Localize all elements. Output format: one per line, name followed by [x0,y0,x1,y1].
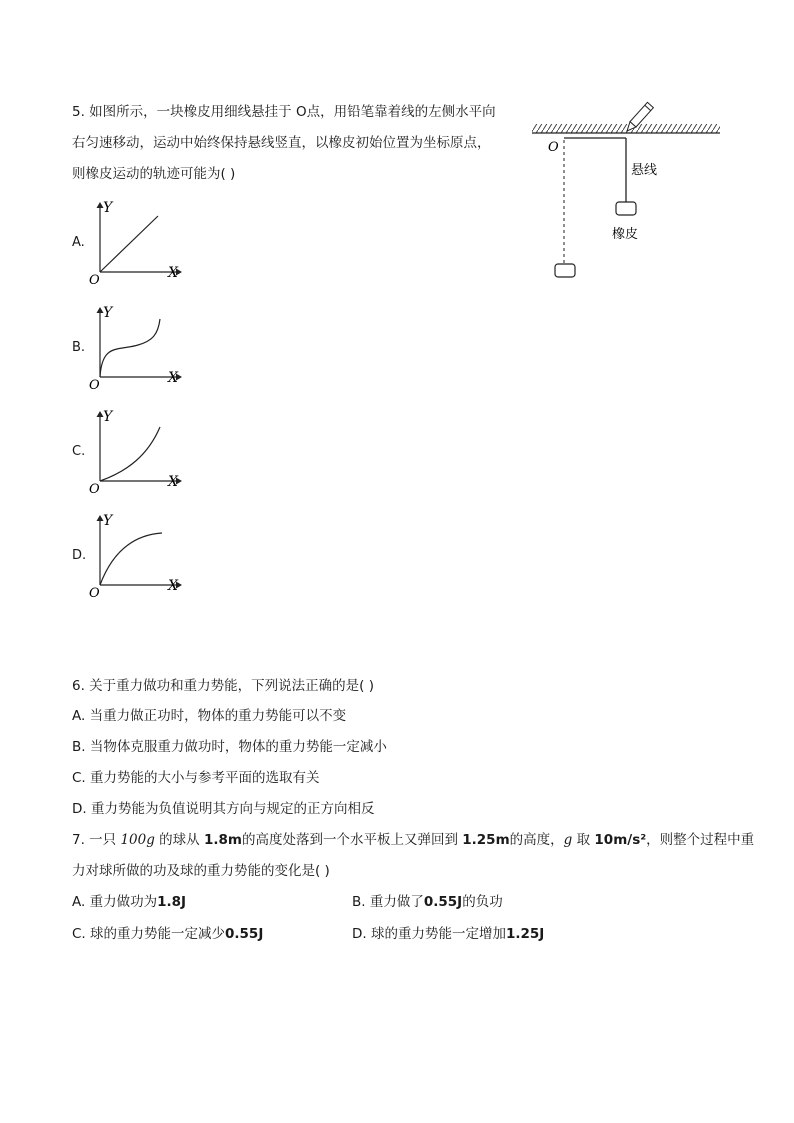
q5-option-b-label: B. [72,340,86,355]
figure-origin-label: O [548,140,559,155]
q7-option-c-text: C. 球的重力势能一定减少 [72,926,226,942]
q7-stem-line2: 力对球所做的功及球的重力势能的变化是( ) [72,863,330,879]
q7-g-value: 10m/s² [594,832,647,848]
origin-label: O [89,586,100,601]
q5-stem-line1: 5. 如图所示，一块橡皮用细线悬挂于 O点，用铅笔靠着线的左侧水平向 [72,104,496,120]
origin-label: O [89,378,100,393]
q7-height-2: 1.25m [462,832,510,848]
q7-option-c [72,925,263,943]
q7-stem-part: 的球从 [154,832,204,848]
q7-option-b [352,893,503,911]
q5-option-d-label: D. [72,548,87,563]
q7-option-a [72,893,186,911]
q5-figure [528,98,728,288]
q7-stem-part: 取 [572,832,595,848]
q7-mass: 100g [120,832,155,848]
q7-stem-line1 [72,831,754,849]
q5-stem-line2: 右匀速移动，运动中始终保持悬线竖直，以橡皮初始位置为坐标原点， [72,135,491,151]
q7-height-1: 1.8m [203,832,242,848]
eraser-label: 橡皮 [612,227,639,242]
y-axis-label: Y [103,200,113,216]
q6-option-d: D. 重力势能为负值说明其方向与规定的正方向相反 [72,801,375,817]
origin-label: O [89,273,100,288]
q7-stem-part: 7. 一只 [72,832,121,848]
q7-option-b-tail: 的负功 [462,894,503,910]
q7-option-d-text: D. 球的重力势能一定增加 [352,926,506,942]
q6-option-a: A. 当重力做正功时，物体的重力势能可以不变 [72,708,347,724]
q7-option-d-value: 1.25J [505,926,545,942]
q5-option-a-graph [88,198,198,288]
x-axis-label: X [168,370,178,386]
y-axis-label: Y [103,305,113,321]
q7-stem-part: 的高度处落到一个水平板上又弹回到 [241,832,463,848]
y-axis-label: Y [103,409,113,425]
thread-label: 悬线 [631,163,658,178]
x-axis-label: X [168,474,178,490]
q7-option-b-text: B. 重力做了 [352,894,424,910]
q7-option-d [352,925,544,943]
q7-option-b-value: 0.55J [423,894,463,910]
q7-stem-part: ，则整个过程中重 [646,832,755,848]
eraser-initial [555,264,575,277]
ceiling-hatch [532,124,720,133]
q6-stem: 6. 关于重力做功和重力势能，下列说法正确的是( ) [72,678,374,694]
q5-option-c-label: C. [72,444,86,459]
q7-option-a-value: 1.8J [157,894,187,910]
q5-option-a-label: A. [72,235,85,250]
q5-stem-line3: 则橡皮运动的轨迹可能为( ) [72,166,236,182]
q5-option-c-graph [88,407,198,497]
x-axis-label: X [168,578,178,594]
eraser-current [616,202,636,215]
q7-stem-part: 的高度， [509,832,564,848]
x-axis-label: X [168,265,178,281]
y-axis-label: Y [103,513,113,529]
q7-g-symbol: g [563,832,573,848]
q6-option-c: C. 重力势能的大小与参考平面的选取有关 [72,770,320,786]
q5-option-d-graph [88,511,198,601]
q6-option-b: B. 当物体克服重力做功时，物体的重力势能一定减小 [72,739,387,755]
q5-option-b-graph [88,303,198,393]
q7-option-c-value: 0.55J [225,926,264,942]
origin-label: O [89,482,100,497]
q7-option-a-text: A. 重力做功为 [72,894,158,910]
